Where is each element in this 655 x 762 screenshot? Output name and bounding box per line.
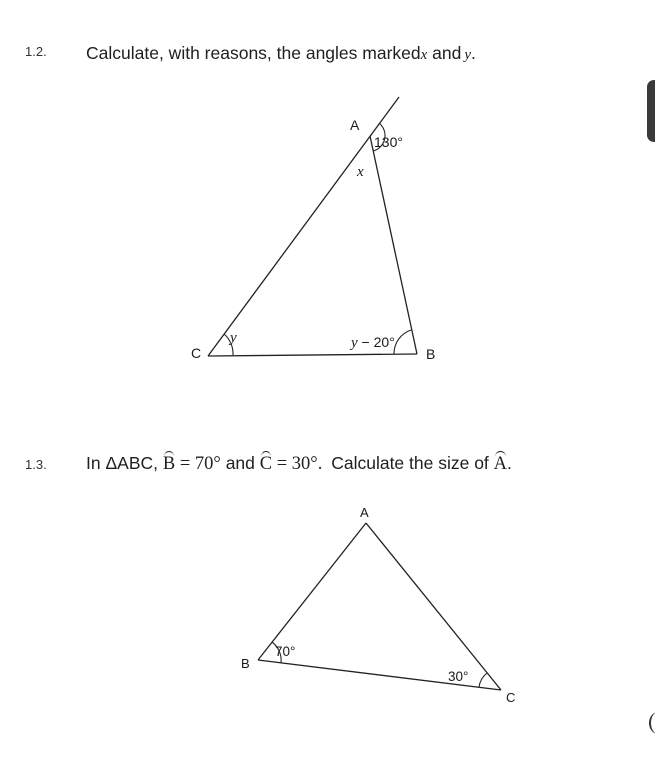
question-text-1-2-and: and <box>432 43 462 63</box>
vertex-label-b-1-3: B <box>241 656 250 671</box>
variable-y: y <box>464 47 472 63</box>
question-text-1-3-in: In ΔABC, <box>86 453 158 473</box>
angle-label-b-var: y <box>351 335 358 351</box>
c-hat-symbol: C <box>259 454 273 474</box>
vertex-label-a-1-3: A <box>360 505 369 520</box>
a-hat-symbol: A <box>493 454 508 474</box>
vertex-label-b: B <box>426 346 436 362</box>
question-text-1-3-calc: Calculate the size of <box>331 453 489 473</box>
question-number-1-3: 1.3. <box>25 457 47 472</box>
b-hat-symbol: B <box>162 454 176 474</box>
vertex-label-c-1-3: C <box>506 690 516 705</box>
vertex-label-c: C <box>191 345 202 361</box>
question-text-1-2-end: . <box>471 43 476 63</box>
c-hat-value: = 30°. <box>272 454 323 474</box>
angle-label-130: 130° <box>374 134 403 150</box>
question-text-1-2-start: Calculate, with reasons, the angles marked <box>86 43 421 63</box>
angle-label-x: x <box>357 164 364 180</box>
angle-label-b-rest: − 20° <box>357 334 395 350</box>
question-number-1-2: 1.2. <box>25 44 47 59</box>
angle-label-70: 70° <box>275 644 296 659</box>
page-edge-tab <box>647 80 655 142</box>
side-ab-1-3 <box>258 523 366 660</box>
side-ac-1-3 <box>366 523 501 690</box>
variable-x: x <box>420 47 428 63</box>
question-text-1-3-end: . <box>507 453 512 473</box>
vertex-label-a: A <box>350 117 360 133</box>
b-hat-value: = 70° <box>175 454 221 474</box>
question-text-1-3-and: and <box>225 453 255 473</box>
arc-angle-c-1-3 <box>479 673 487 687</box>
angle-label-30: 30° <box>448 669 469 684</box>
angle-label-y: y <box>230 330 237 346</box>
